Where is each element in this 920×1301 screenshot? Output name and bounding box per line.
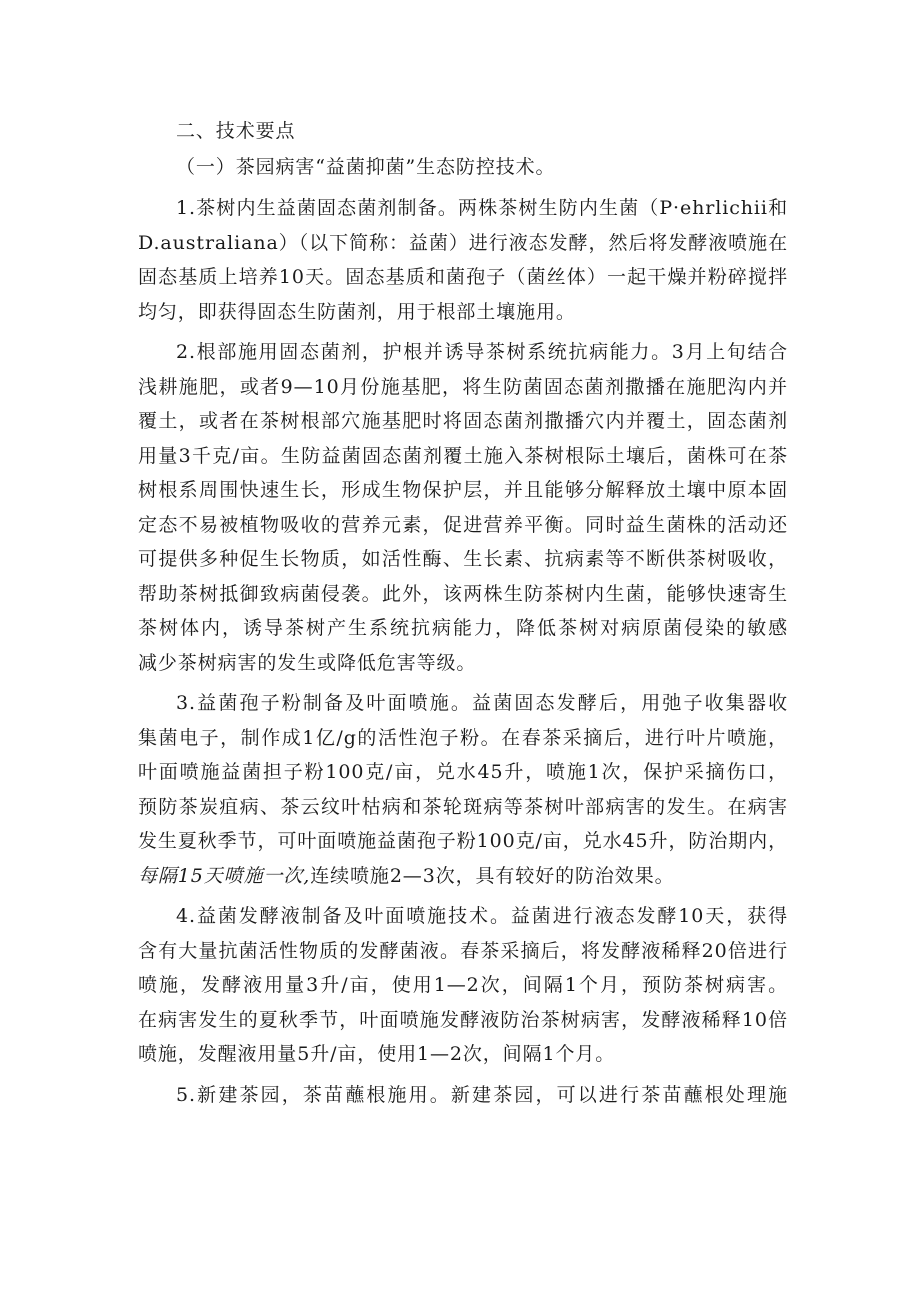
paragraph-line: 发生夏秋季节，可叶面喷施益菌孢子粉100克/亩，兑水45升，防治期内， — [138, 830, 788, 852]
paragraph-line: 含有大量抗菌活性物质的发酵菌液。春茶采摘后，将发酵液稀释20倍进行 — [138, 939, 788, 962]
paragraph-line: 4.益菌发酵液制备及叶面喷施技术。益菌进行液态发酵10天，获得 — [176, 905, 788, 927]
paragraph-line: 覆土，或者在茶树根部穴施基肥时将固态菌剂撒播穴内并覆土，固态菌剂 — [138, 410, 788, 432]
paragraph-2 — [138, 335, 788, 680]
paragraph-line: 叶面喷施益菌担子粉100克/亩，兑水45升，喷施1次，保护采摘伤口， — [138, 761, 788, 783]
paragraph-4 — [138, 899, 788, 1072]
paragraph-1 — [138, 191, 788, 329]
sub-heading: （一）茶园病害“益菌抑菌”生态防控技术。 — [176, 156, 556, 178]
paragraph-line: 浅耕施肥，或者9—10月份施基肥，将生防菌固态菌剂撒播在施肥沟内并 — [138, 375, 788, 398]
paragraph-line: 树根系周围快速生长，形成生物保护层，并且能够分解释放土壤中原本固 — [138, 479, 788, 501]
paragraph-line: 帮助茶树抵御致病菌侵袭。此外，该两株生防茶树内生菌，能够快速寄生 — [138, 582, 788, 605]
paragraph-line: 定态不易被植物吸收的营养元素，促进营养平衡。同时益生菌株的活动还 — [138, 513, 788, 536]
paragraph-line: 5.新建茶园，茶苗蘸根施用。新建茶园，可以进行茶苗蘸根处理施 — [176, 1083, 788, 1106]
paragraph-line: 2.根部施用固态菌剂，护根并诱导茶树系统抗病能力。3月上旬结合 — [176, 341, 788, 363]
italic-phrase: 每隔15天喷施一次, — [138, 864, 311, 887]
paragraph-line: 喷施，发酵液用量3升/亩，使用1—2次，间隔1个月，预防茶树病害。 — [138, 974, 788, 996]
paragraph-line — [138, 859, 788, 894]
paragraph-line: 喷施，发醒液用量5升/亩，使用1—2次，间隔1个月。 — [138, 1043, 616, 1065]
paragraph-line: 茶树体内，诱导茶树产生系统抗病能力，降低茶树对病原菌侵染的敏感 — [138, 617, 788, 639]
document-body — [138, 113, 788, 1112]
paragraph-line-rest: 连续喷施2—3次，具有较好的防治效果。 — [310, 864, 675, 887]
paragraph-line: 减少茶树病害的发生或降低危害等级。 — [138, 651, 477, 674]
section-heading: 二、技术要点 — [176, 120, 296, 142]
paragraph-line: 可提供多种促生长物质，如活性酶、生长素、抗病素等不断供茶树吸收， — [138, 548, 788, 570]
paragraph-line: D.australiana）（以下简称：益菌）进行液态发酵，然后将发酵液喷施在 — [138, 231, 788, 254]
paragraph-line: 集菌电子，制作成1亿/g的活性泡子粉。在春茶采摘后，进行叶片喷施， — [138, 726, 788, 749]
paragraph-3 — [138, 686, 788, 893]
paragraph-line: 3.益菌孢子粉制备及叶面喷施。益菌固态发酵后，用弛子收集器收 — [176, 692, 788, 714]
paragraph-5 — [138, 1078, 788, 1113]
paragraph-line: 在病害发生的夏秋季节，叶面喷施发酵液防治茶树病害，发酵液稀释10倍 — [138, 1008, 788, 1031]
paragraph-line: 1.茶树内生益菌固态菌剂制备。两株茶树生防内生菌（P·ehrlichii和 — [176, 197, 788, 219]
paragraph-line: 固态基质上培养10天。固态基质和菌孢子（菌丝体）一起干燥并粉碎搅拌 — [138, 266, 788, 288]
paragraph-line: 用量3千克/亩。生防益菌固态菌剂覆土施入茶树根际土壤后，菌株可在茶 — [138, 444, 788, 467]
paragraph-line: 预防茶炭疽病、茶云纹叶枯病和茶轮斑病等茶树叶部病害的发生。在病害 — [138, 795, 788, 818]
paragraph-line: 均匀，即获得固态生防菌剂，用于根部土壤施用。 — [138, 300, 576, 323]
